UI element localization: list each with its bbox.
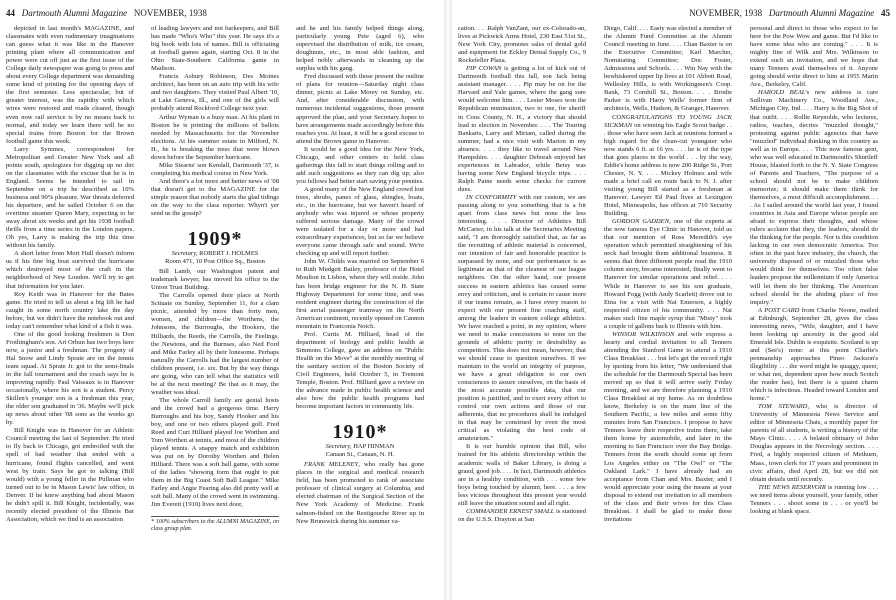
class-year: 1909* bbox=[187, 228, 243, 251]
class-secretary bbox=[296, 443, 424, 451]
left-column-2 bbox=[151, 25, 279, 595]
class-secretary bbox=[151, 250, 279, 258]
article-paragraph: Bill Knight was in Hanover for an Athletic Council meeting the last of September. He tried to fly back to Chicago, got embroiled with the spell of bad weather that ended with a hurricane, found flights cancelled, and went west by train. Says he got to talking (Bill would) with a young feller in the Pullman who turned out to be in Mason Lewis' law office, in Denver. If he knew anything bad about Mason he didn't spill it. Bill Knight, incidentally, was recently elected president of the Illinois Bar Association, which we find is an association bbox=[6, 427, 134, 523]
footnote: * 100% subscribers to the ALUMNI MAGAZINE, on class group plan. bbox=[151, 516, 279, 533]
article-paragraph: Bill Lamb, our Washington patent and trademark lawyer, has moved his office to the Union Trust Building. bbox=[151, 268, 279, 292]
secretary-address: Canaan St., Canaan, N. H. bbox=[325, 451, 395, 459]
article-paragraph: cation. . . .Ralph VanZant, our ex-Colorado-an, lives at Pickwick Arms Hotel, 230 East 51st St., New York City, promotes sales of dental gold and equipment for Eckley Dental Supply Co., 9 Rockefeller Plaza. bbox=[458, 25, 586, 65]
article-paragraph: GORDON GADDEN, one of the experts at the now famous Eye Clinic in Hanover, told us that our mention of Ross Meredith's eye operation which permitted straightening of his neck had brought them additional business. It seems that three different people read the 1910 column story, became interested, finally went to Hanover for similar operations and relief. . . . While in Hanover to see his son graduate, Howard Fogg (with Andy Scarlett) drove out to Etna for a visit with Nat Emerson, a highly respected citizen of his community. . . . Nat makes such fine maple syrup that "Misty" took a couple of gallons back to Illinois with him. bbox=[604, 218, 732, 330]
article-paragraph: Mike Stearns' son Kendall, Dartmouth '37, is completing his medical course in New York. bbox=[151, 161, 279, 177]
article-paragraph: personal and direct to those who expect to be here for the Pow Wow and game. But I'd like to have some idea who are coming." . . . It is mighty fine of Wilk and Mrs. Wilkinson to extend such an invitation, and we hope that many Tenners avail themselves of it. Anyone going should write direct to him at 1955 Marin Ave., Berkeley, Calif. bbox=[750, 25, 878, 89]
class-heading bbox=[151, 228, 279, 266]
class-year: 1910* bbox=[332, 421, 388, 444]
class-heading bbox=[296, 421, 424, 459]
article-paragraph: Arthur Wyman is a busy man. At his plant in Boston he is printing the millions of ballots needed by Massachusetts for the November elections. At his summer estate in Milford, N. H., he is breaking the trees that were blown down before the September hurricane. bbox=[151, 113, 279, 161]
article-paragraph: The whole Carroll family are genial hosts and the crowd had a gorgeous time. Harry Burroughs and his boy, Sandy Hooker and his boy, and one or two others played golf. Fred Reed and Curt Hilliard played Joe Worthen and Tom Worthen at tennis, and most of the children played tennis. A snappy match and exhibition was put on by Dorothy Worthen and Helen Hilliard. There was a soft ball game, with some of the ladies "showing form that ought to put them in the Big Coast Soft Ball League." Mike Farley and Angie Fearing also did pretty well at soft ball. Many of the crowd went in swimming. Jim Everett (1910) lives next door, bbox=[151, 396, 279, 509]
page-number: 45 bbox=[881, 8, 890, 18]
right-page-header bbox=[689, 6, 890, 20]
article-paragraph: A short letter from Mort Hull doesn't inform us if his fine big boat survived the hurricane which destroyed most of the craft in the neighborhood of New London. We'll try to get that information for you later. bbox=[6, 250, 134, 290]
article-paragraph: Prof. Curtis M. Hilliard, head of the department of biology and public health at Simmons College, gave an address on "Public Health on the Move" at the monthly meeting of the sanitary section of the Boston Society of Civil Engineers, held October 5, in Tremont Temple, Boston. Prof. Hilliard gave a review on the advance made in public health science and also how the public health programs had become important factors in community life. bbox=[296, 330, 424, 411]
article-paragraph: FRANK MELENEY, who really has gone places in the surgical and medical research field, has been promoted to rank of associate professor of clinical surgery at Columbia, and elected chairman of the Surgical Section of the New York Academy of Medicine. Frank salmon-fished on the Restigouche River up in New Brunswick during his summer va- bbox=[296, 461, 424, 525]
article-paragraph: and he and his family helped things along, particularly young Pete (aged 6), who supervised the distribution of milk, ice cream, doughnuts, etc., in most able fashion, and helped nobly afterwards in cleaning up the surplus with his gang. bbox=[296, 25, 424, 73]
article-paragraph: One of the good looking freshmen is Don Frothingham's son. Art Orbun has two boys here now, a junior and a freshman. The progeny of Hal Snow and Lindy Sprate are on the tennis team squad. At Sprate Jr. got to the semi-finals in the fall tournament and the coach says he is improving rapidly. Paul Vaissaux is in Hanover occasionally, where his son is a student. Percy Skillen's younger son is a freshman this year, the older son graduated in '36. Maybe we'll pick up news about other '08 sons as the weeks go by. bbox=[6, 330, 134, 427]
left-column-1 bbox=[6, 25, 134, 595]
secretary-address: Room 471, 10 Post Office Sq., Boston bbox=[165, 258, 265, 266]
left-page bbox=[0, 0, 444, 600]
right-column-3 bbox=[750, 25, 878, 595]
article-paragraph: WINSOR WILKINSON and wife express a hearty and cordial invitation to all Tenners attending the Stanford Game to attend a 1910 Class Breakfast . . . but let's get the record right by quoting from his letter, "We understand that the schedule for the Dartmouth Special has been moved up so that it will arrive early Friday morning, and we are therefore planning a 1910 Class Breakfast at my home. As on doubtless know, Berkeley is on the main line of the Southern Pacific, a few miles and some fifty minutes from San Francisco. I propose to have Tenners leave their respective trains there, take them home by automobile, and later in the morning to San Francisco over the Bay Bridge. Tenners from the south should come up from Los Angeles either on "The Owl" or "The Oakland Lark." I have already had an acceptance from Chan and Mrs. Baxter, and I would appreciate your using the means at your disposal to extend our invitation to all members of the class and their wives for this Class Breakfast. I shall be glad to make these invitations bbox=[604, 330, 732, 523]
article-paragraph: A good many of the New England crowd lost trees, shrubs, panes of glass, shingles, boats, etc., in the hurricane, but we haven't heard of anybody who was injured or whose property suffered serious damage. Many of the crowd were isolated for a day or more and had extraordinary experiences, but so far we believe everyone came through safe and sound. We're checking up and will report further. bbox=[296, 185, 424, 258]
article-paragraph: John W. Childs was married on September 6 to Ruth Mudgett Bailey, professor of the Hotel Moulton in Lisbon, where they will reside. John has been bridge engineer for the N. H. State Highway Department for some time, and was resident engineer during the construction of the first aerial passenger tramway on the North American continent, recently opened on Cannon mountain in Franconia Notch. bbox=[296, 258, 424, 330]
article-paragraph: of leading lawyers and not barkeepers, and Bill has made "Who's Who" this year. He says it's a big book with lots of names. Bill is officiating at football games again, starting Oct. 8 in the Ohio State-Southern California game in Madison. bbox=[151, 25, 279, 73]
magazine-title: Dartmouth Alumni Magazine bbox=[21, 8, 128, 18]
left-page-header bbox=[6, 6, 207, 20]
article-paragraph: Fred discussed with those present the outline of plans for reunion—Saturday night class dinner, picnic at Lake Morey on Sunday, etc. And, after considerable discussion, with numerous incidental suggestions, those present approved the plan, and your Secretary hopes to have arrangements made accordingly before this reaches you. At least, it will be a good excuse to attend the Brown game in Hanover. bbox=[296, 73, 424, 145]
secretary-name: ROBERT J. HOLMES bbox=[199, 250, 259, 258]
secretary-label: Secretary, bbox=[171, 250, 198, 258]
binding-gutter bbox=[444, 0, 452, 600]
right-column-2 bbox=[604, 25, 732, 595]
article-paragraph: The Carrolls opened their place at North Scituate on Sunday, September 11, for a clam picnic, attended by more than forty men, women, and children—the Worthens, the Johnsons, the Burroughs, the Hookers, the Hilliards, the Reeds, the Carrolls, the Feelings, the Newtons, and the Burnses, also Ned Ford and Mike Farley all by their lonesome. Perhaps naturally the Carrolls had the largest number of children present, i.e. six. But by the way things are going, who can tell what the statistics will be at the next meeting? Be that as it may, the weather was ideal. bbox=[151, 292, 279, 396]
article-paragraph: Larry Symmes, correspondent for Metropolitan and Greater New York and all points south, apologizes for digging up no dirt on the classmates with the excuse that he is in England. Seems he intended to sail in September on a trip he described as 10% business and 90% pleasure. War threats deferred his departure, and he sailed October 6 on the overtime steamer Queen Mary, expecting to be away about six weeks and get his 1938 football thrills from a time series in the London papers. Oh yes, Larry is making the trip this time without his family. bbox=[6, 145, 134, 250]
article-paragraph: And there's a lot more and better news of '08 that doesn't get to the MAGAZINE for the simple reason that nobody starts the glad tidings on the way to the class reporter. Whyn't yer send us the gossip? bbox=[151, 177, 279, 218]
article-paragraph: THE NEWS RESERVOIR is running low . . . we need items about yourself, your family, other Tenners . . . shoot some in . . . or you'll be looking at blank space. bbox=[750, 483, 878, 515]
article-paragraph: It is our humble opinion that Bill, who trained for his athletic directorship within the academic walls of Baker Library, is doing a grand, good job. . . . In fact, Dartmouth athletics are in a healthy condition, with . . . some few boys being touched by alumni, here. . . . a few less vicious throughout this present year would still leave the situation sound and all right. bbox=[458, 443, 586, 507]
article-paragraph: Francis Asbury Robinson, Des Moines architect, has been on an auto trip with his wife and two daughters. They visited Paul Albert '10, at Lake Geneva, Ill., and one of the girls will probably attend Rockford College next year. bbox=[151, 73, 279, 113]
article-paragraph: CONGRATULATIONS TO YOUNG JACK SICKMAN on winning his Eagle Scout badge . . . those who have seen Jack at reunions formed a high regard for the clean-cut youngster who now stands 6 ft. at 16 yrs. . . . he is of the type that goes places in the world . . . by the way, Eddie's home address is now 200 Ridge St., Port Chester, N. Y. . . . Mickey Holmes and wife made a brief call en route back to N. J. after visiting young Bill started as a freshman at Hanover. Lawyer Ed Paul lives at Lexington Hotel, Minneapolis, has offices at 710 Security Building. bbox=[604, 113, 732, 218]
article-paragraph: TOM STEWARD, who is director of University of Minnesota News Service and editor of Minnesota Chats, a monthly paper for parents of all students, is writing a history of the Mayo Clinic. . . . A belated obituary of John Douglas appears in the Necrology section. . . . Fred, a highly respected citizen of Methuen, Mass., town clerk for 17 years and prominent in civic affairs, died April 28, but we did not obtain details until recently. bbox=[750, 403, 878, 483]
magazine-title: Dartmouth Alumni Magazine bbox=[768, 8, 875, 18]
article-paragraph: depicted in last month's MAGAZINE, and classmates with even rudimentary imaginations can guess what it was like in the Hanover printing plant where all communication and power were cut off just as the first issue of the College daily newspaper was going to press and about every College department was demanding some kind of printing for the opening days of the first semester. Less spectacular, but of greater interest, was the rapidity with which wires were restored and roads cleared, though even now rail service is by no means back to normal, and today we learn there will be no special trains from Boston for the Brown football game this week. bbox=[6, 25, 134, 145]
issue-date: NOVEMBER, 1938 bbox=[133, 8, 207, 18]
article-paragraph: HAROLD BEAL's new address is care Sullivan Machinery Co., Woodland Ave., Michigan City, Ind. . . . Harry is the Big Shot of that outfit. . . . Rollie Reynolds, who lectures, radios, teaches, decries "muzzled thought," protesting against public agencies that have "muzzled" individual thinking in this country as well as in Europe. . . . This now famous gent, who was well educated in Dartmouth's Shurtleff House, blasted forth to the N. Y. State Congress of Parents and Teachers, "The purpose of a school should not be to make children memorize; it should make them think for themselves, a most difficult accomplishment. . . . As I sailed around the world last year, I found countries in Asia and Europe whose people are afraid to express their thoughts, and whose rulers acclaim that they, the leaders, should do the thinking for the people. Nor is this condition lacking in our own democratic America. Too often in the past have industry, the church, the university disposed of or muzzled those who would think for themselves. Too often false leaders propose the millennium if only America will let them do her thinking. The American school should be the abiding place of free inquiry." bbox=[750, 89, 878, 306]
article-paragraph: IN CONFORMITY with our custom, we are passing along to you something that is a bit apart from class news but none the less interesting. . . . Director of Athletics Bill McCarter, in his talk at the Secretaries Meeting said, "I am thoroughly satisfied that, as far as the recruiting of athletic material is concerned, our intention of fair and honorable practice is surpassed by none, and our performance is as legitimate as that of the cleanest of our league neighbors. On the other hand, our present success in eastern athletics has caused some envy and criticism, and is certain to cause more if our teams remain, as I have every reason to expect with our present fine coaching staff, among the leaders in eastern college athletics. We have reached a point, in my opinion, where we need to make concessions to none on the grounds of athletic purity or desirability as competitors. This does not mean, however, that we should cease to question ourselves. If we maintain to the world an integrity of purpose, we have a great obligation to our own consciences to assure ourselves, on the basis of the most accurate possible data, that our position is justified, and to exert every effort to control our own actions and those of our adherents, that no procedures shall be indulged in that may be construed by even the most critical as violating the best code of amateurism." bbox=[458, 193, 586, 443]
article-paragraph: PIP COWAN is getting a lot of kick out of Dartmouth football this fall, son Jack being assistant manager. . . . Pip may be on for the Harvard and Yale games, where the gang sure would welcome him. . . . Lester Moses won the Republican nomination, two to one, for sheriff in Coos County, N. H., a victory that should lead to election in November. . . . The Touring Bankarts, Larry and Miriam, called during the summer, had a nice visit with Marion in my absence. . . . they like to travel around New Hampshire. . . . daughter Deborah enjoyed her experiences in Labrador, while Betsy was having some New England bicycle trips. . . . Ralph Paine needs some checks for current dues. bbox=[458, 65, 586, 193]
page-number: 44 bbox=[6, 8, 15, 18]
article-paragraph: COMMANDER ERNEST SMALL is stationed on the U.S.S. Drayton at San bbox=[458, 507, 586, 523]
article-paragraph: Roy Keith was in Hanover for the Bates game. He tried to tell us about a big lift he had caught in some north country lake the day before, but we didn't have the notebook out and today can't remember what kind of a fish it was. bbox=[6, 290, 134, 330]
article-paragraph: Diego, Calif. . . . Easty was elected a member of the Alumni Fund Committee at the Alumni Council meeting in June. . . . Chan Baxter is on the Executive Committee; Karl Marcher, Nominating Committee; Doc Foster, Admissions and Schools. . . . Win Nay with the bewhiskered upper lip lives at 101 Abbott Road, Wellesley Hills, is with Workingmen's Coop. Bank, 73 Cornhill St., Boston. . . . Brodie Parker is with Harry Wells' former firm of architects, Wells, Hudson, & Granger, Hanover. bbox=[604, 25, 732, 113]
secretary-label: Secretary, bbox=[325, 443, 352, 451]
issue-date: NOVEMBER, 1938 bbox=[689, 8, 763, 18]
article-paragraph: A POST CARD from Charlie Noone, mailed at Edinburgh, September 28, gives the class interesting news, "Wife, daughter, and I have been looking up ancestry in the good old Emerald Isle. Dublin is exquisite. Scotland is up and (See's) none: at this point Charlie's penmanship approaches Pineo Jackson's illegibility . . . the word might be quaggy, queer, or what not, dependent upon how much Scotch the reader has), but there is a quaint charm which is infectious. Headed toward London and home." bbox=[750, 306, 878, 403]
secretary-name: HAP HINMAN bbox=[353, 443, 395, 451]
right-page bbox=[452, 0, 896, 600]
right-column-1 bbox=[458, 25, 586, 595]
article-paragraph: It would be a good idea for the New York, Chicago, and other centers to hold class gatherings this fall to start things rolling and to add such suggestions as they can dig up; also you fellows had better start saving your pennies. bbox=[296, 145, 424, 185]
left-column-3 bbox=[296, 25, 424, 595]
